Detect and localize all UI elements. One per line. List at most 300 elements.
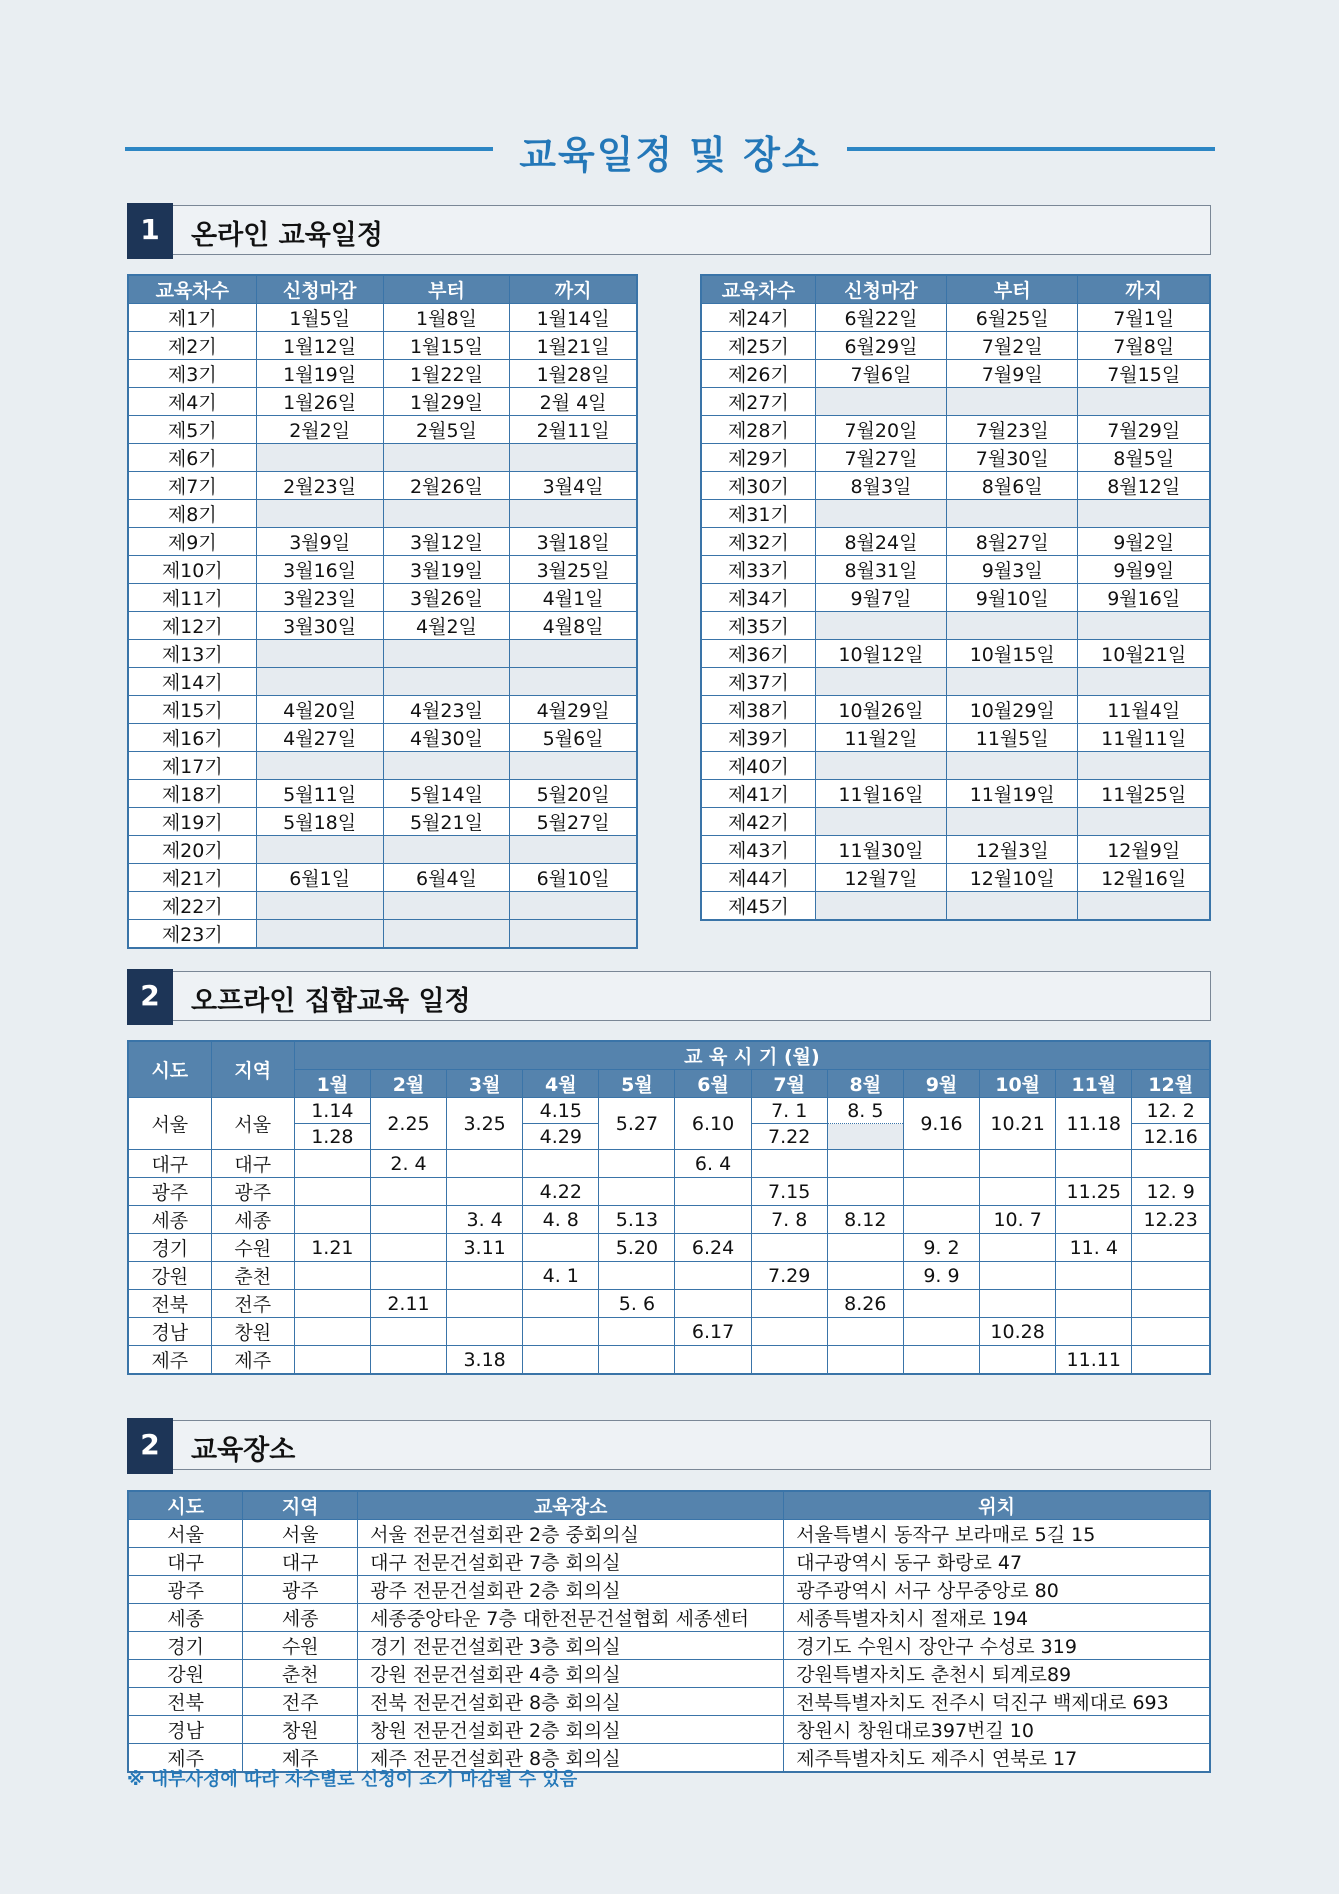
- date-cell: [1056, 1262, 1132, 1290]
- date-cell: 5.20: [599, 1234, 675, 1262]
- page-title-bar: [125, 118, 1215, 178]
- date-cell: 8월31일: [815, 556, 946, 584]
- table-row: [128, 724, 637, 752]
- date-cell: [903, 1206, 979, 1234]
- date-cell: [256, 892, 383, 920]
- date-cell: 1월5일: [256, 304, 383, 332]
- date-cell: [1132, 1262, 1210, 1290]
- date-cell: 7월2일: [947, 332, 1078, 360]
- date-cell: [903, 1318, 979, 1346]
- date-cell: 7월9일: [947, 360, 1078, 388]
- month-header: 3월: [447, 1070, 523, 1098]
- date-cell: [751, 1234, 827, 1262]
- date-cell: 12월9일: [1078, 836, 1210, 864]
- date-cell: [827, 1150, 903, 1178]
- date-cell: [447, 1262, 523, 1290]
- address-cell: 광주광역시 서구 상무중앙로 80: [784, 1576, 1210, 1604]
- col-header: 신청마감: [815, 275, 946, 304]
- col-header: 위치: [784, 1491, 1210, 1520]
- col-header: 교육차수: [128, 275, 256, 304]
- table-row: [128, 836, 637, 864]
- month-header: 4월: [523, 1070, 599, 1098]
- region-cell: 춘천: [243, 1660, 358, 1688]
- session-cell: 제28기: [701, 416, 815, 444]
- sido-cell: 경남: [128, 1716, 243, 1744]
- date-cell: 8월24일: [815, 528, 946, 556]
- date-cell: 4.29: [523, 1124, 599, 1150]
- region-cell: 창원: [243, 1716, 358, 1744]
- date-cell: [599, 1318, 675, 1346]
- date-cell: 11.11: [1056, 1346, 1132, 1375]
- date-cell: [675, 1178, 751, 1206]
- sido-cell: 대구: [128, 1548, 243, 1576]
- online-schedule-table-left: [127, 274, 638, 949]
- region-cell: 세종: [211, 1206, 294, 1234]
- table-row: [701, 500, 1210, 528]
- date-cell: 5월11일: [256, 780, 383, 808]
- sido-cell: 광주: [128, 1576, 243, 1604]
- session-cell: 제39기: [701, 724, 815, 752]
- table-row: [128, 1178, 1210, 1206]
- sido-cell: 경남: [128, 1318, 211, 1346]
- table-row: [701, 388, 1210, 416]
- col-header-region: 지역: [211, 1041, 294, 1098]
- session-cell: 제36기: [701, 640, 815, 668]
- date-cell: [1078, 892, 1210, 921]
- date-cell: [980, 1178, 1056, 1206]
- region-cell: 제주: [243, 1744, 358, 1773]
- table-row: [128, 892, 637, 920]
- date-cell: [1078, 668, 1210, 696]
- date-cell: [815, 612, 946, 640]
- session-cell: 제26기: [701, 360, 815, 388]
- table-row: [128, 1206, 1210, 1234]
- date-cell: [370, 1178, 446, 1206]
- section-title-box: [173, 205, 1211, 255]
- date-cell: 4.15: [523, 1098, 599, 1124]
- date-cell: [383, 752, 509, 780]
- session-cell: 제33기: [701, 556, 815, 584]
- date-cell: 6월1일: [256, 864, 383, 892]
- date-cell: 1월8일: [383, 304, 509, 332]
- table-row: [128, 1520, 1210, 1548]
- table-row: [128, 920, 637, 949]
- date-cell: 1.28: [294, 1124, 370, 1150]
- date-cell: 1월15일: [383, 332, 509, 360]
- sido-cell: 세종: [128, 1604, 243, 1632]
- sido-cell: 전북: [128, 1290, 211, 1318]
- date-cell: 5월6일: [510, 724, 637, 752]
- date-cell: 9월16일: [1078, 584, 1210, 612]
- date-cell: 6월4일: [383, 864, 509, 892]
- date-cell: 3월23일: [256, 584, 383, 612]
- table-row: [128, 1318, 1210, 1346]
- session-cell: 제29기: [701, 444, 815, 472]
- date-cell: 9. 9: [903, 1262, 979, 1290]
- date-cell: [447, 1178, 523, 1206]
- table-row: [128, 1716, 1210, 1744]
- date-cell: [1056, 1206, 1132, 1234]
- month-header: 2월: [370, 1070, 446, 1098]
- region-cell: 창원: [211, 1318, 294, 1346]
- sido-cell: 서울: [128, 1098, 211, 1150]
- date-cell: 11.25: [1056, 1178, 1132, 1206]
- date-cell: 9월3일: [947, 556, 1078, 584]
- address-cell: 제주특별자치도 제주시 연북로 17: [784, 1744, 1210, 1773]
- sido-cell: 전북: [128, 1688, 243, 1716]
- col-header: 교육장소: [358, 1491, 784, 1520]
- table-row: [128, 444, 637, 472]
- table-row: [128, 696, 637, 724]
- date-cell: 10월12일: [815, 640, 946, 668]
- sido-cell: 대구: [128, 1150, 211, 1178]
- date-cell: 9.16: [903, 1098, 979, 1150]
- session-cell: 제31기: [701, 500, 815, 528]
- date-cell: 11월30일: [815, 836, 946, 864]
- offline-schedule-table: [127, 1040, 1211, 1375]
- date-cell: [510, 500, 637, 528]
- date-cell: 3.18: [447, 1346, 523, 1375]
- date-cell: 12.16: [1132, 1124, 1210, 1150]
- date-cell: 12. 2: [1132, 1098, 1210, 1124]
- table-row: [701, 556, 1210, 584]
- date-cell: 6.17: [675, 1318, 751, 1346]
- date-cell: 2월 4일: [510, 388, 637, 416]
- date-cell: [510, 836, 637, 864]
- col-header: 부터: [947, 275, 1078, 304]
- date-cell: 4월29일: [510, 696, 637, 724]
- date-cell: [510, 668, 637, 696]
- date-cell: [383, 444, 509, 472]
- table-row: [128, 472, 637, 500]
- date-cell: 3. 4: [447, 1206, 523, 1234]
- date-cell: [980, 1262, 1056, 1290]
- date-cell: 11.18: [1056, 1098, 1132, 1150]
- date-cell: [599, 1262, 675, 1290]
- date-cell: [510, 920, 637, 949]
- date-cell: 10.28: [980, 1318, 1056, 1346]
- date-cell: [256, 836, 383, 864]
- footnote: ※ 내부사정에 따라 차수별로 신청이 조기 마감될 수 있음: [127, 1769, 578, 1790]
- places-table: [127, 1490, 1211, 1773]
- date-cell: 4. 1: [523, 1262, 599, 1290]
- session-cell: 제35기: [701, 612, 815, 640]
- col-header-period: 교 육 시 기 (월): [294, 1041, 1210, 1070]
- date-cell: [815, 752, 946, 780]
- date-cell: 3월4일: [510, 472, 637, 500]
- table-row: [128, 780, 637, 808]
- session-cell: 제14기: [128, 668, 256, 696]
- section-title-box: [173, 1420, 1211, 1470]
- date-cell: [947, 752, 1078, 780]
- session-cell: 제3기: [128, 360, 256, 388]
- table-row: [128, 1632, 1210, 1660]
- session-cell: 제21기: [128, 864, 256, 892]
- table-row: [128, 668, 637, 696]
- date-cell: [947, 612, 1078, 640]
- venue-cell: 전북 전문건설회관 8층 회의실: [358, 1688, 784, 1716]
- session-cell: 제23기: [128, 920, 256, 949]
- date-cell: 3월12일: [383, 528, 509, 556]
- date-cell: 4.22: [523, 1178, 599, 1206]
- col-header: 까지: [1078, 275, 1210, 304]
- session-cell: 제8기: [128, 500, 256, 528]
- date-cell: 10월29일: [947, 696, 1078, 724]
- date-cell: 1월19일: [256, 360, 383, 388]
- table-row: [701, 780, 1210, 808]
- date-cell: 12월10일: [947, 864, 1078, 892]
- date-cell: 7월15일: [1078, 360, 1210, 388]
- table-row: [128, 388, 637, 416]
- date-cell: 3월18일: [510, 528, 637, 556]
- date-cell: 9월10일: [947, 584, 1078, 612]
- date-cell: [256, 444, 383, 472]
- date-cell: 7.29: [751, 1262, 827, 1290]
- date-cell: 5월18일: [256, 808, 383, 836]
- venue-cell: 경기 전문건설회관 3층 회의실: [358, 1632, 784, 1660]
- date-cell: 6. 4: [675, 1150, 751, 1178]
- date-cell: [815, 808, 946, 836]
- date-cell: [523, 1346, 599, 1375]
- date-cell: [980, 1150, 1056, 1178]
- region-cell: 춘천: [211, 1262, 294, 1290]
- date-cell: [599, 1346, 675, 1375]
- month-header: 9월: [903, 1070, 979, 1098]
- date-cell: [827, 1234, 903, 1262]
- month-header: 6월: [675, 1070, 751, 1098]
- date-cell: 11월11일: [1078, 724, 1210, 752]
- date-cell: [947, 808, 1078, 836]
- session-cell: 제43기: [701, 836, 815, 864]
- section-places-header: [127, 1420, 1211, 1470]
- venue-cell: 대구 전문건설회관 7층 회의실: [358, 1548, 784, 1576]
- table-row: [128, 416, 637, 444]
- date-cell: [383, 920, 509, 949]
- date-cell: 1월22일: [383, 360, 509, 388]
- table-row: [701, 724, 1210, 752]
- date-cell: [256, 640, 383, 668]
- date-cell: [827, 1262, 903, 1290]
- date-cell: [370, 1234, 446, 1262]
- section-title: 온라인 교육일정: [191, 220, 383, 251]
- table-row: [128, 1234, 1210, 1262]
- session-cell: 제30기: [701, 472, 815, 500]
- address-cell: 세종특별자치시 절재로 194: [784, 1604, 1210, 1632]
- section-number: 2: [127, 1418, 173, 1474]
- table-row: [128, 1346, 1210, 1375]
- date-cell: [815, 500, 946, 528]
- session-cell: 제41기: [701, 780, 815, 808]
- date-cell: [1056, 1150, 1132, 1178]
- table-row: [128, 360, 637, 388]
- date-cell: 1월14일: [510, 304, 637, 332]
- table-row: [128, 304, 637, 332]
- session-cell: 제32기: [701, 528, 815, 556]
- section-number: 2: [127, 969, 173, 1025]
- table-row: [701, 584, 1210, 612]
- date-cell: [1132, 1290, 1210, 1318]
- session-cell: 제34기: [701, 584, 815, 612]
- session-cell: 제1기: [128, 304, 256, 332]
- date-cell: 10월15일: [947, 640, 1078, 668]
- date-cell: 12월7일: [815, 864, 946, 892]
- date-cell: 3월9일: [256, 528, 383, 556]
- table-row: [128, 1548, 1210, 1576]
- venue-cell: 세종중앙타운 7층 대한전문건설협회 세종센터: [358, 1604, 784, 1632]
- section-title-box: [173, 971, 1211, 1021]
- date-cell: 7월30일: [947, 444, 1078, 472]
- session-cell: 제20기: [128, 836, 256, 864]
- table-row: [128, 556, 637, 584]
- date-cell: 12. 9: [1132, 1178, 1210, 1206]
- date-cell: [370, 1318, 446, 1346]
- table-row: [128, 1604, 1210, 1632]
- date-cell: [947, 388, 1078, 416]
- table-row: [701, 360, 1210, 388]
- date-cell: 10. 7: [980, 1206, 1056, 1234]
- date-cell: 7월29일: [1078, 416, 1210, 444]
- session-cell: 제37기: [701, 668, 815, 696]
- section-online-header: [127, 205, 1211, 255]
- session-cell: 제19기: [128, 808, 256, 836]
- region-cell: 대구: [243, 1548, 358, 1576]
- sido-cell: 광주: [128, 1178, 211, 1206]
- col-header-sido: 시도: [128, 1041, 211, 1098]
- date-cell: [256, 500, 383, 528]
- date-cell: [294, 1346, 370, 1375]
- date-cell: [294, 1150, 370, 1178]
- region-cell: 제주: [211, 1346, 294, 1375]
- date-cell: 6.24: [675, 1234, 751, 1262]
- session-cell: 제15기: [128, 696, 256, 724]
- table-row: [128, 640, 637, 668]
- date-cell: 8월3일: [815, 472, 946, 500]
- session-cell: 제5기: [128, 416, 256, 444]
- table-row: [128, 1688, 1210, 1716]
- date-cell: [1078, 808, 1210, 836]
- date-cell: 7월20일: [815, 416, 946, 444]
- date-cell: [947, 500, 1078, 528]
- date-cell: 11월2일: [815, 724, 946, 752]
- table-row: [128, 332, 637, 360]
- address-cell: 강원특별자치도 춘천시 퇴계로89: [784, 1660, 1210, 1688]
- table-row: [128, 1576, 1210, 1604]
- date-cell: 3.25: [447, 1098, 523, 1150]
- region-cell: 광주: [211, 1178, 294, 1206]
- date-cell: 2월5일: [383, 416, 509, 444]
- date-cell: [1078, 500, 1210, 528]
- address-cell: 대구광역시 동구 화랑로 47: [784, 1548, 1210, 1576]
- date-cell: 9. 2: [903, 1234, 979, 1262]
- table-row: [128, 808, 637, 836]
- date-cell: [294, 1290, 370, 1318]
- region-cell: 수원: [211, 1234, 294, 1262]
- month-header: 5월: [599, 1070, 675, 1098]
- sido-cell: 서울: [128, 1520, 243, 1548]
- date-cell: [1078, 612, 1210, 640]
- date-cell: 1월26일: [256, 388, 383, 416]
- date-cell: [294, 1262, 370, 1290]
- date-cell: [827, 1346, 903, 1375]
- date-cell: [903, 1290, 979, 1318]
- date-cell: [903, 1150, 979, 1178]
- date-cell: [980, 1290, 1056, 1318]
- date-cell: 3월30일: [256, 612, 383, 640]
- date-cell: 2월2일: [256, 416, 383, 444]
- date-cell: [675, 1206, 751, 1234]
- region-cell: 세종: [243, 1604, 358, 1632]
- date-cell: [256, 752, 383, 780]
- date-cell: 2.11: [370, 1290, 446, 1318]
- table-row: [128, 752, 637, 780]
- sido-cell: 강원: [128, 1262, 211, 1290]
- date-cell: [1056, 1318, 1132, 1346]
- venue-cell: 제주 전문건설회관 8층 회의실: [358, 1744, 784, 1773]
- date-cell: 8월5일: [1078, 444, 1210, 472]
- date-cell: [1132, 1318, 1210, 1346]
- date-cell: 10월21일: [1078, 640, 1210, 668]
- date-cell: [370, 1206, 446, 1234]
- date-cell: [1056, 1290, 1132, 1318]
- section-title: 오프라인 집합교육 일정: [191, 986, 471, 1017]
- date-cell: 6월22일: [815, 304, 946, 332]
- date-cell: [383, 836, 509, 864]
- date-cell: [370, 1262, 446, 1290]
- section-number: 1: [127, 203, 173, 259]
- date-cell: 11월4일: [1078, 696, 1210, 724]
- session-cell: 제44기: [701, 864, 815, 892]
- date-cell: [1132, 1234, 1210, 1262]
- venue-cell: 광주 전문건설회관 2층 회의실: [358, 1576, 784, 1604]
- table-row: [128, 1262, 1210, 1290]
- date-cell: 2월26일: [383, 472, 509, 500]
- table-row: [128, 1098, 1210, 1124]
- venue-cell: 창원 전문건설회관 2층 회의실: [358, 1716, 784, 1744]
- date-cell: 7월6일: [815, 360, 946, 388]
- date-cell: [675, 1290, 751, 1318]
- sido-cell: 경기: [128, 1234, 211, 1262]
- session-cell: 제7기: [128, 472, 256, 500]
- date-cell: 7. 1: [751, 1098, 827, 1124]
- date-cell: [980, 1346, 1056, 1375]
- col-header: 까지: [510, 275, 637, 304]
- date-cell: [510, 640, 637, 668]
- region-cell: 전주: [211, 1290, 294, 1318]
- date-cell: [815, 892, 946, 921]
- session-cell: 제17기: [128, 752, 256, 780]
- table-row: [701, 444, 1210, 472]
- date-cell: [447, 1150, 523, 1178]
- date-cell: 1월21일: [510, 332, 637, 360]
- date-cell: 5. 6: [599, 1290, 675, 1318]
- date-cell: [947, 668, 1078, 696]
- date-cell: [447, 1290, 523, 1318]
- date-cell: [827, 1124, 903, 1150]
- region-cell: 광주: [243, 1576, 358, 1604]
- table-row: [701, 668, 1210, 696]
- date-cell: 2. 4: [370, 1150, 446, 1178]
- date-cell: [523, 1150, 599, 1178]
- date-cell: 1월29일: [383, 388, 509, 416]
- session-cell: 제38기: [701, 696, 815, 724]
- date-cell: 4월2일: [383, 612, 509, 640]
- table-row: [128, 1660, 1210, 1688]
- date-cell: 6월10일: [510, 864, 637, 892]
- date-cell: 5월14일: [383, 780, 509, 808]
- session-cell: 제4기: [128, 388, 256, 416]
- date-cell: 3월26일: [383, 584, 509, 612]
- date-cell: 9월7일: [815, 584, 946, 612]
